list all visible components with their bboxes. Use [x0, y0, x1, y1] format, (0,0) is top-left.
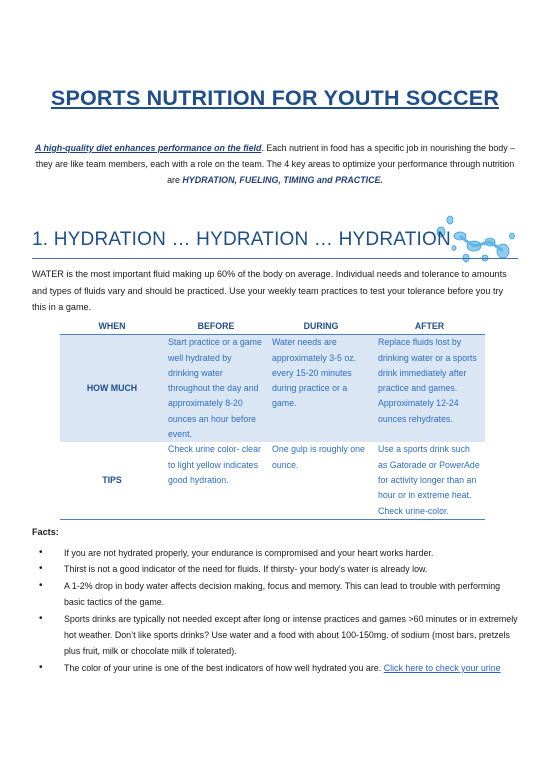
fact-text: The color of your urine is one of the best indicators of how well hydrated you are. [64, 662, 384, 673]
row-label: TIPS [60, 442, 164, 519]
list-item [32, 561, 518, 577]
table-cell: Use a sports drink such as Gatorade or PowerAde for activity longer than an hour or in extreme heat. Check urine-color. [374, 442, 485, 519]
section-divider [32, 258, 518, 259]
list-item [32, 660, 518, 676]
intro-key-areas: HYDRATION, FUELING, TIMING and PRACTICE. [182, 175, 383, 185]
page-title: SPORTS NUTRITION FOR YOUTH SOCCER [50, 86, 500, 110]
table-cell: One gulp is roughly one ounce. [268, 442, 374, 519]
table-header-row [60, 318, 485, 335]
intro-lead: A high-quality diet enhances performance on the field [34, 143, 262, 153]
table-row [60, 442, 485, 519]
fact-text: Thirst is not a good indicator of the need for fluids. If thirsty- your body’s water is already low. [64, 564, 428, 575]
table-row [60, 335, 485, 443]
hydration-table [60, 318, 485, 520]
bullet-icon: • [39, 563, 43, 575]
intro-body: . Each nutrient in food has a specific job in nourishing the body – they are like team members, each with a role on the team. The 4 key areas to optimize your performance through nutrition are [35, 143, 516, 185]
section-paragraph: WATER is the most important fluid making up 60% of the body on average. Individual needs and tolerance to amounts and types of fluids vary and should be practiced. Use your weekly team practices to test your tolerance before you try this in a game. [32, 269, 507, 312]
bullet-icon: • [39, 579, 43, 591]
bullet-icon: • [39, 547, 43, 558]
list-item [32, 578, 518, 611]
facts-list [32, 545, 518, 676]
check-urine-link[interactable]: Click here to check your urine [383, 662, 501, 673]
bullet-icon: • [39, 661, 43, 673]
fact-text: If you are not hydrated properly, your endurance is compromised and your heart works harder. [64, 548, 434, 558]
list-item [32, 611, 518, 660]
intro-paragraph [32, 140, 518, 188]
row-label: HOW MUCH [60, 335, 164, 443]
bullet-icon: • [39, 612, 43, 624]
table-cell: Water needs are approximately 3-5 oz. every 15-20 minutes during practice or a game. [268, 335, 374, 443]
table-header-cell: DURING [268, 318, 374, 335]
fact-text: Sports drinks are typically not needed except after long or intense practices and games >60 minutes or in extremely hot weather. Don’t like sports drinks? Use water and a food with about 100-150mg. of sodium (most bars, pretzels plus fruit, milk or chocolate milk if tolerated). [64, 613, 518, 657]
table-header-cell: BEFORE [164, 318, 268, 335]
table-cell: Start practice or a game well hydrated by drinking water throughout the day and approximately 8-20 ounces an hour before event. [164, 335, 268, 443]
facts-heading: Facts: [32, 527, 59, 537]
section-heading: 1. HYDRATION … HYDRATION … HYDRATION [32, 229, 451, 250]
fact-text: A 1-2% drop in body water affects decision making, focus and memory. This can lead to trouble with performing basic tactics of the game. [64, 580, 501, 608]
list-item [32, 545, 518, 561]
table-cell: Check urine color- clear to light yellow indicates good hydration. [164, 442, 268, 519]
table-header-cell: AFTER [374, 318, 485, 335]
table-header-cell: WHEN [60, 318, 164, 335]
table-cell: Replace fluids lost by drinking water or a sports drink immediately after practice and games. Approximately 12-24 ounces rehydrates. [374, 335, 485, 443]
